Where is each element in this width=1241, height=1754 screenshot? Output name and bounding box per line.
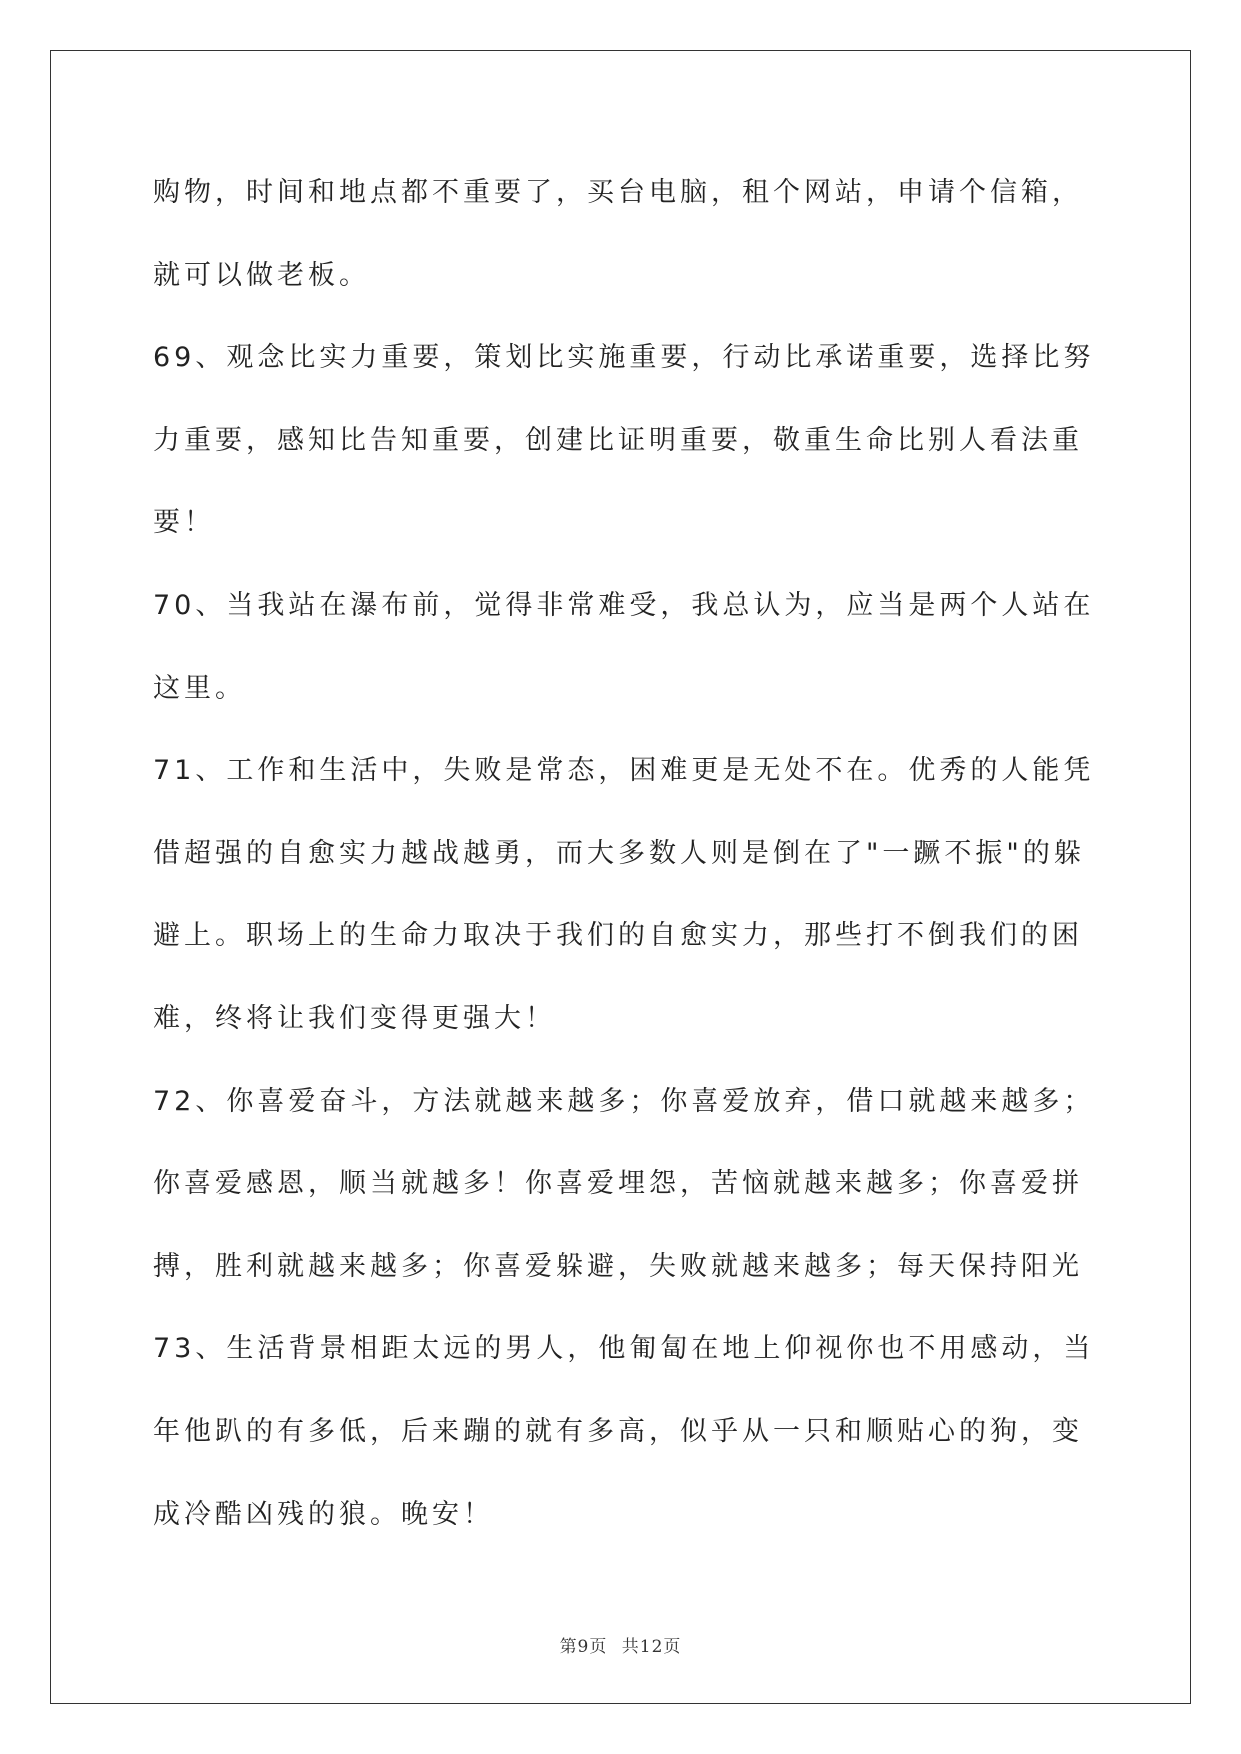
- text-line: 年他趴的有多低，后来蹦的就有多高，似乎从一只和顺贴心的狗，变: [153, 1415, 1083, 1447]
- text-block: [153, 165, 1098, 1569]
- document-body: [153, 165, 1098, 1569]
- page-total: 共12页: [621, 1637, 682, 1657]
- text-line: 69、观念比实力重要，策划比实施重要，行动比承诺重要，选择比努: [153, 342, 1095, 374]
- text-line: 力重要，感知比告知重要，创建比证明重要，敬重生命比别人看法重: [153, 424, 1083, 456]
- text-line: 73、生活背景相距太远的男人，他匍匐在地上仰视你也不用感动，当: [153, 1333, 1095, 1365]
- text-line: 70、当我站在瀑布前，觉得非常难受，我总认为，应当是两个人站在: [153, 589, 1095, 621]
- page-footer: [0, 1632, 1241, 1657]
- text-line: 搏，胜利就越来越多；你喜爱躲避，失败就越来越多；每天保持阳光: [153, 1250, 1083, 1282]
- text-line: 要！: [153, 507, 215, 539]
- page-number: 第9页: [559, 1637, 608, 1657]
- text-line: 你喜爱感恩，顺当就越多！你喜爱埋怨，苦恼就越来越多；你喜爱拼: [153, 1168, 1083, 1200]
- text-line: 就可以做老板。: [153, 259, 370, 291]
- text-line: 购物，时间和地点都不重要了，买台电脑，租个网站，申请个信箱，: [153, 177, 1083, 208]
- text-line: 71、工作和生活中，失败是常态，困难更是无处不在。优秀的人能凭: [153, 755, 1095, 787]
- text-line: 避上。职场上的生命力取决于我们的自愈实力，那些打不倒我们的困: [153, 920, 1083, 952]
- text-line: 难，终将让我们变得更强大！: [153, 1002, 556, 1034]
- text-line: 72、你喜爱奋斗，方法就越来越多；你喜爱放弃，借口就越来越多；: [153, 1085, 1095, 1117]
- text-line: 借超强的自愈实力越战越勇，而大多数人则是倒在了"一蹶不振"的躲: [153, 837, 1085, 869]
- text-line: 成冷酷凶残的狼。晚安！: [153, 1498, 494, 1530]
- text-line: 这里。: [153, 672, 246, 704]
